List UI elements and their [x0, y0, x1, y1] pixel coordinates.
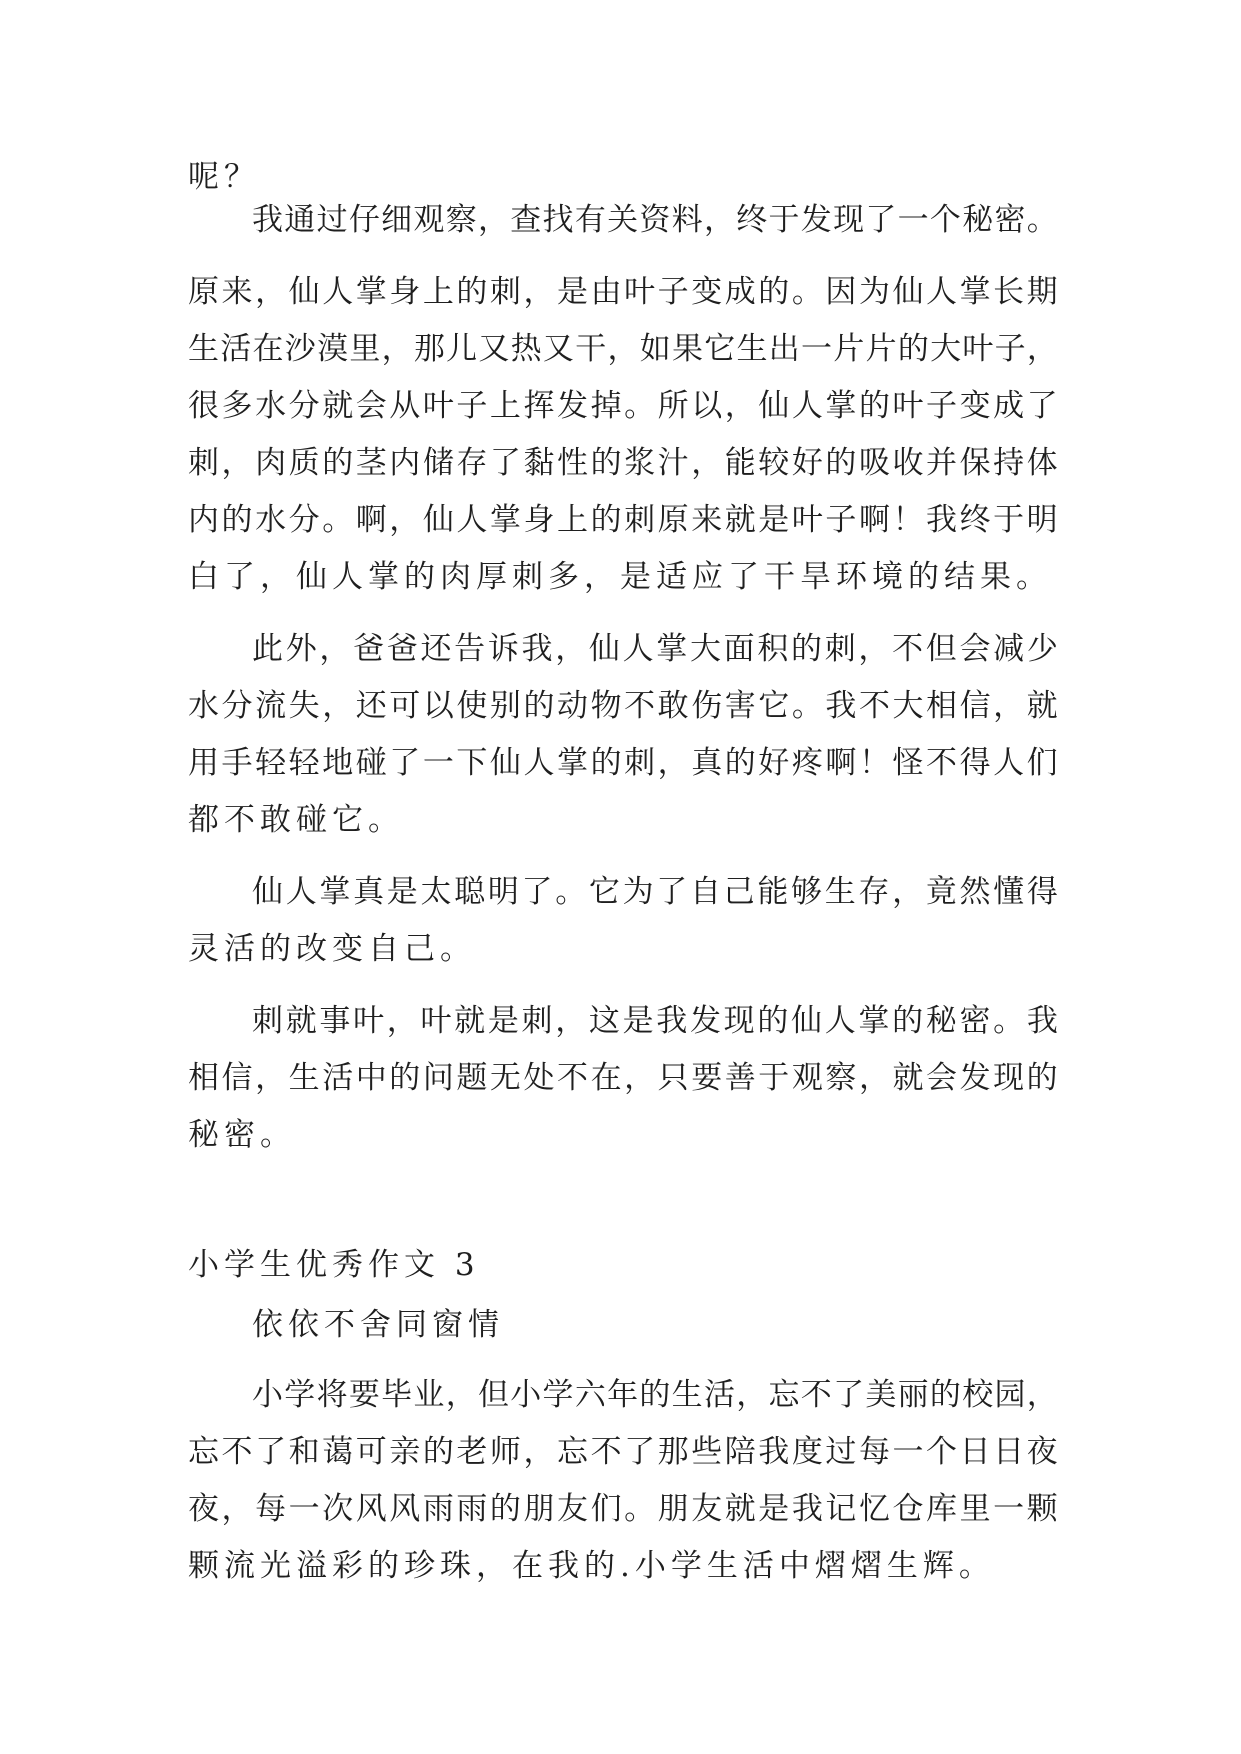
text-line-21: 忘 不 了 和 蔼 可 亲 的 老 师 ， 忘 不 了 那 些 陪 我 度 过 每 一 个 日 日 夜: [188, 1434, 1058, 1470]
text-line-12: 都不敢碰它。: [188, 802, 404, 838]
text-line-15: 刺 就 事 叶 ， 叶 就 是 刺 ， 这 是 我 发 现 的 仙 人 掌 的 秘 密 。 我: [252, 1003, 1058, 1039]
text-line-3: 原 来 ， 仙 人 掌 身 上 的 刺 ， 是 由 叶 子 变 成 的 。 因 为 仙 人 掌 长 期: [188, 274, 1058, 310]
text-line-7: 内 的 水 分 。 啊 ， 仙 人 掌 身 上 的 刺 原 来 就 是 叶 子 啊 ！ 我 终 于 明: [188, 502, 1058, 538]
text-line-14: 灵活的改变自己。: [188, 931, 476, 967]
text-line-20: 小 学 将 要 毕 业 ， 但 小 学 六 年 的 生 活 ， 忘 不 了 美 丽 的 校 园 ，: [252, 1377, 1058, 1413]
text-line-5: 很 多 水 分 就 会 从 叶 子 上 挥 发 掉 。 所 以 ， 仙 人 掌 的 叶 子 变 成 了: [188, 388, 1058, 424]
text-line-8: 白了，仙人掌的肉厚刺多，是适应了干旱环境的结果。: [188, 559, 1052, 595]
text-line-23: 颗流光溢彩的珍珠，在我的.小学生活中熠熠生辉。: [188, 1548, 995, 1584]
text-line-11: 用 手 轻 轻 地 碰 了 一 下 仙 人 掌 的 刺 ， 真 的 好 疼 啊 ！ 怪 不 得 人 们: [188, 745, 1058, 781]
section-heading: 小学生优秀作文 3: [188, 1247, 480, 1283]
text-line-6: 刺 ， 肉 质 的 茎 内 储 存 了 黏 性 的 浆 汁 ， 能 较 好 的 吸 收 并 保 持 体: [188, 445, 1058, 481]
text-line-2: 我 通 过 仔 细 观 察 ， 查 找 有 关 资 料 ， 终 于 发 现 了 一 个 秘 密 。: [252, 202, 1058, 238]
text-line-10: 水 分 流 失 ， 还 可 以 使 别 的 动 物 不 敢 伤 害 它 。 我 不 大 相 信 ， 就: [188, 688, 1058, 724]
text-line-4: 生 活 在 沙 漠 里 ， 那 儿 又 热 又 干 ， 如 果 它 生 出 一 片 片 的 大 叶 子 ，: [188, 331, 1058, 367]
text-line-16: 相 信 ， 生 活 中 的 问 题 无 处 不 在 ， 只 要 善 于 观 察 ， 就 会 发 现 的: [188, 1060, 1058, 1096]
text-line-9: 此 外 ， 爸 爸 还 告 诉 我 ， 仙 人 掌 大 面 积 的 刺 ， 不 但 会 减 少: [252, 631, 1058, 667]
text-line-13: 仙 人 掌 真 是 太 聪 明 了 。 它 为 了 自 己 能 够 生 存 ， 竟 然 懂 得: [252, 874, 1058, 910]
text-line-22: 夜 ， 每 一 次 风 风 雨 雨 的 朋 友 们 。 朋 友 就 是 我 记 忆 仓 库 里 一 颗: [188, 1491, 1058, 1527]
essay-title: 依依不舍同窗情: [252, 1307, 504, 1343]
text-line-1: 呢？: [188, 159, 260, 195]
text-line-17: 秘密。: [188, 1117, 296, 1153]
